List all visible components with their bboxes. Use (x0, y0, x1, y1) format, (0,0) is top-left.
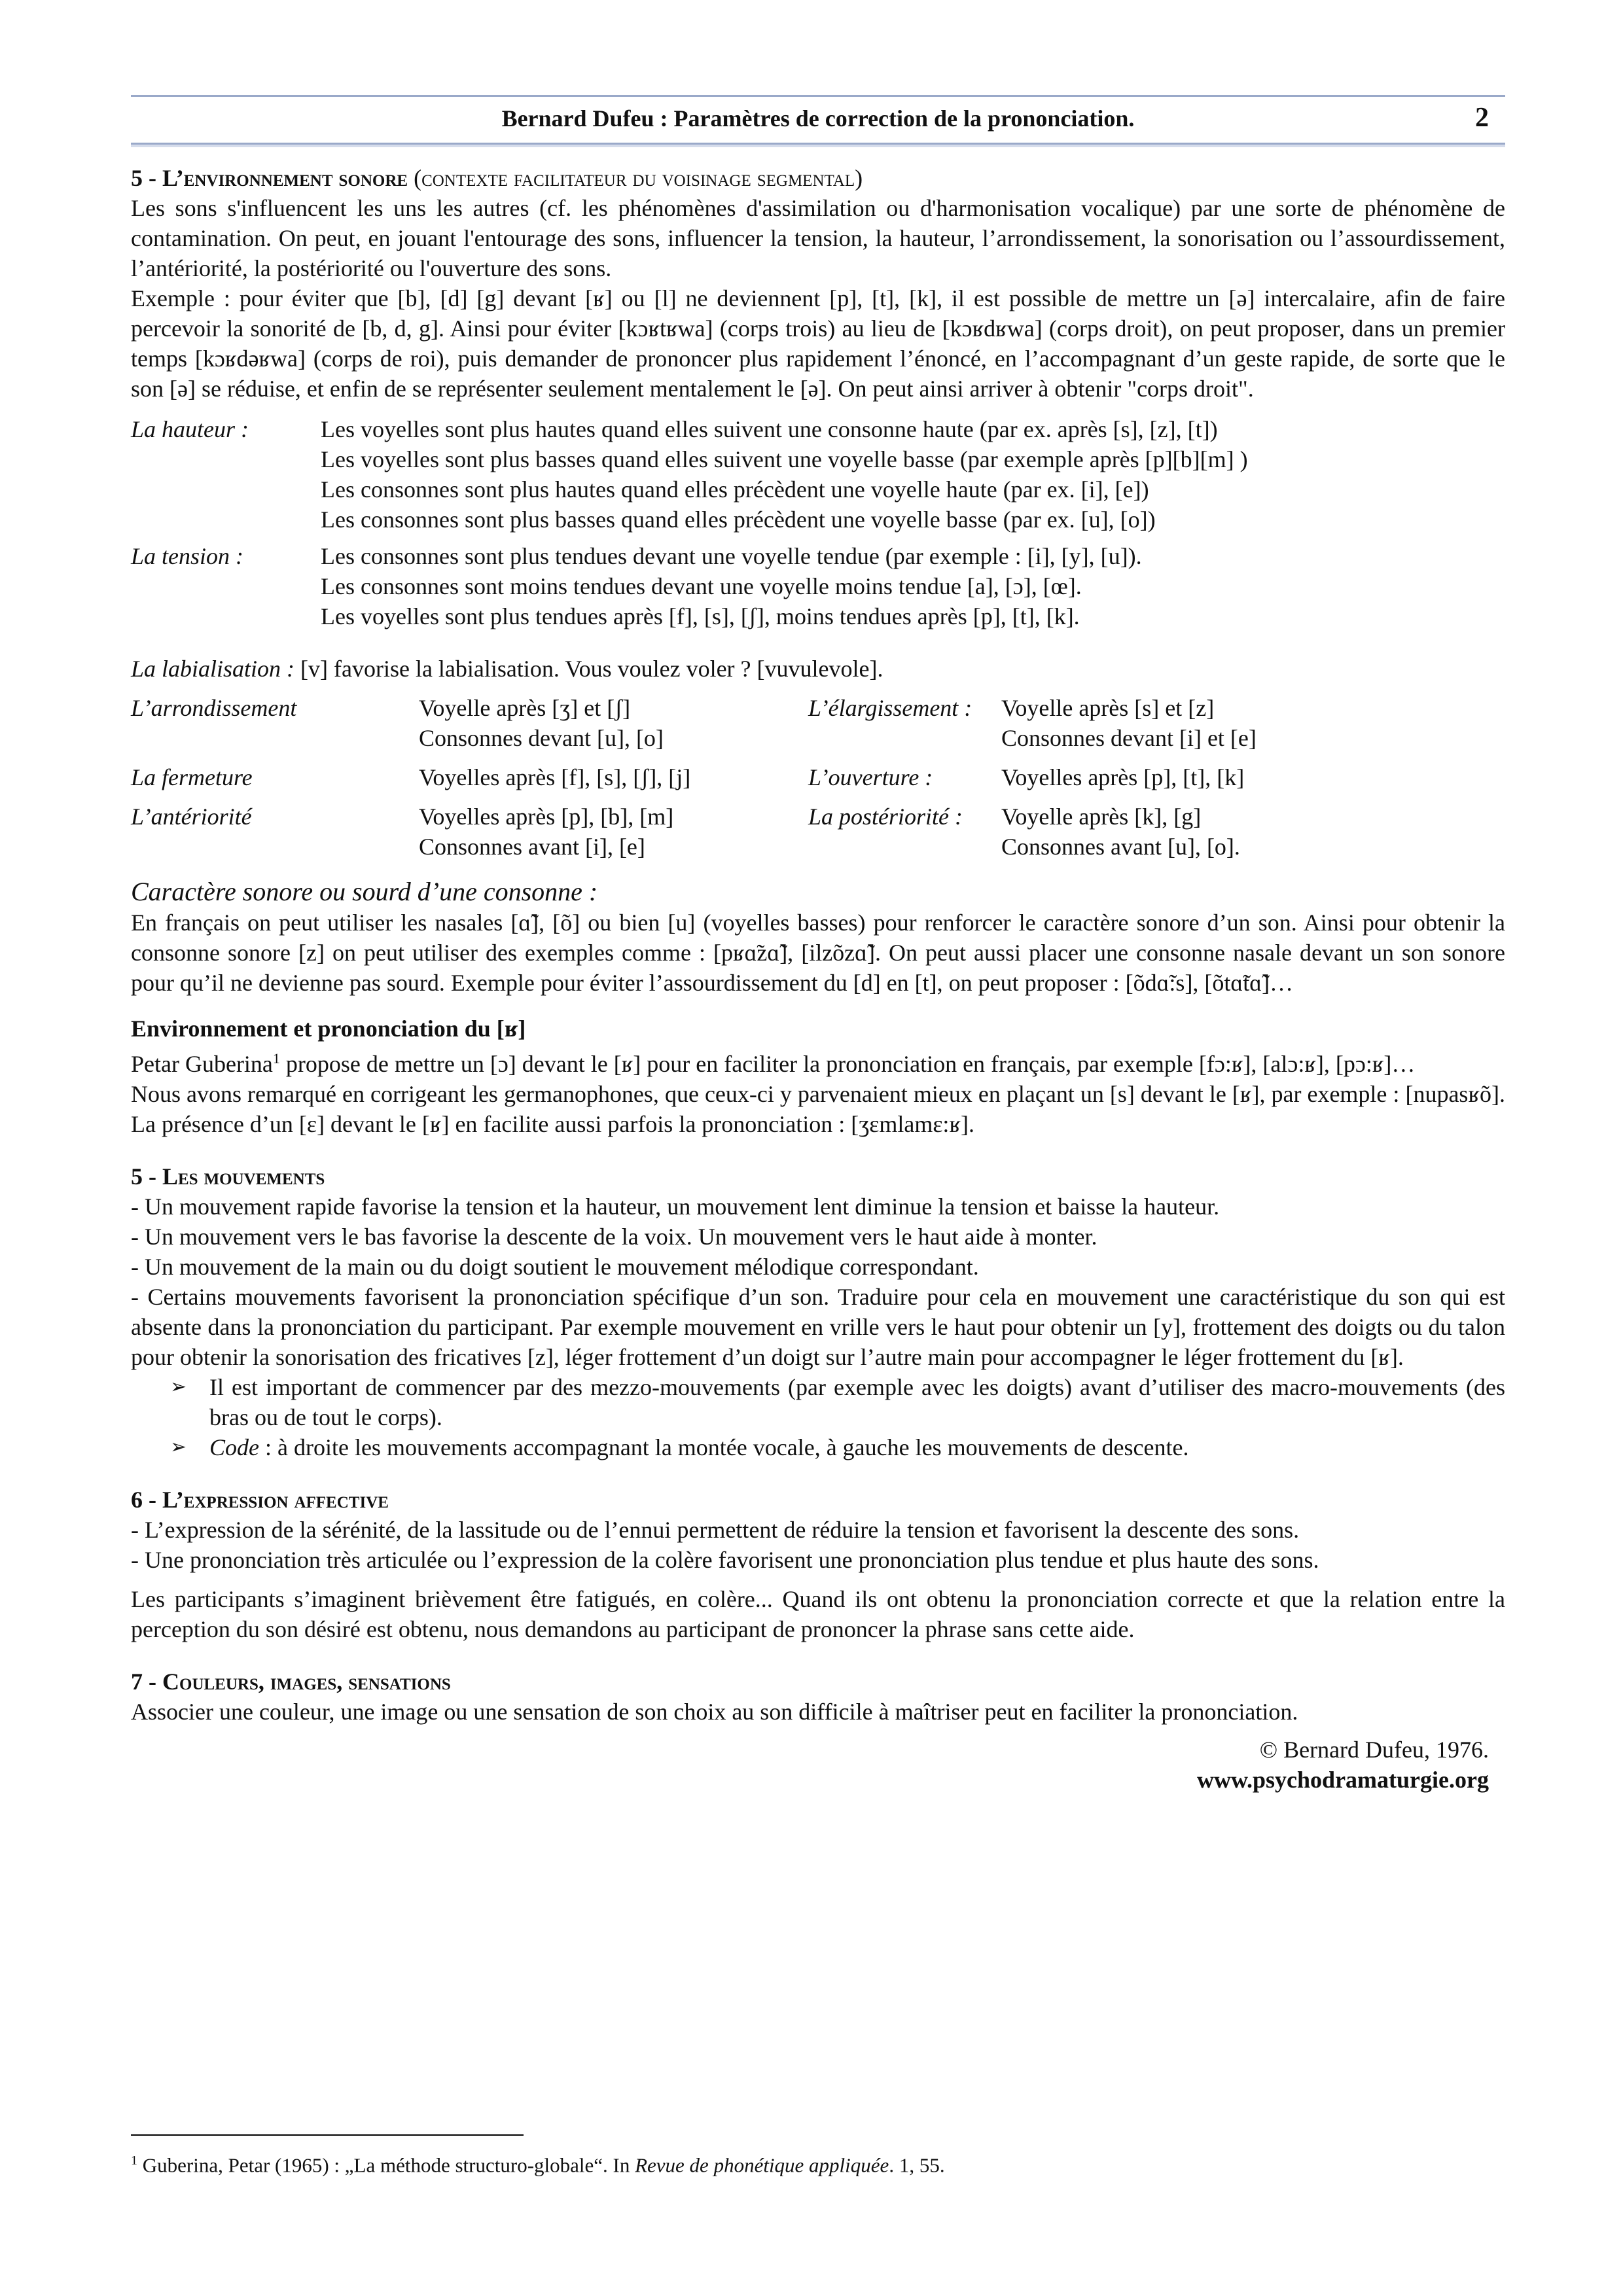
list-item: - L’expression de la sérénité, de la lassitude ou de l’ennui permettent de réduire la tension et favorisent la descente des sons. (131, 1517, 1300, 1543)
grid-cell: Voyelle après [s] et [z] (1001, 695, 1215, 721)
footnote: $^1$ Guberina, Petar (1965) : „La méthode structuro-globale“. In Revue de phonétique appliquée. 1, 55. (131, 2153, 945, 2177)
page-header (131, 95, 1505, 145)
hauteur-line: Les consonnes sont plus hautes quand elles précèdent une voyelle haute (par ex. [i], [e]) (321, 476, 1149, 503)
hauteur-line: Les voyelles sont plus hautes quand elles suivent une consonne haute (par ex. après [s], [z], [t]) (321, 416, 1218, 442)
anteriorite-label: L’antériorité (131, 804, 252, 830)
tension-block (131, 541, 1505, 631)
list-item: - Certains mouvements favorisent la prononciation spécifique d’un son. Traduire pour cela en mouvement une caractéristique du son qui est absente dans la prononciation du participant. Par exemple mouvement en vrille vers le haut pour obtenir un [y], frottement des doigts ou du talon pour obtenir la sonorisation des fricatives [z], léger frottement d’un doigt sur l’autre main pour accompagner le léger frottement du [ʁ]. (131, 1284, 1505, 1370)
hauteur-block (131, 414, 1505, 535)
articulation-grid (131, 693, 1505, 753)
section-title: Les mouvements (162, 1163, 325, 1190)
tension-line: Les consonnes sont moins tendues devant une voyelle moins tendue [a], [ɔ], [œ]. (321, 573, 1082, 599)
grid-cell: Voyelles après [p], [t], [k] (1001, 764, 1245, 790)
section-number: 5 - (131, 165, 162, 191)
arrow-bullet-icon: ➢ (170, 1376, 187, 1398)
paragraph: Exemple : pour éviter que [b], [d] [g] devant [ʁ] ou [l] ne deviennent [p], [t], [k], il est possible de mettre un [ə] intercalaire, afin de faire percevoir la sonorité de [b, d, g]. Ainsi pour éviter [kɔʁtʁwa] (corps trois) au lieu de [kɔʁdʁwa] (corps droit), on peut proposer, dans un premier temps [kɔʁdəʁwa] (corps de roi), puis demander de prononcer plus rapidement l’énoncé, en l’accompagnant d’un geste rapide, de sorte que le son [ə] se réduise, et enfin de se représenter seulement mentalement le [ə]. On peut ainsi arriver à obtenir "corps droit". (131, 285, 1505, 402)
paragraph: Les participants s’imaginent brièvement être fatigués, en colère... Quand ils ont obtenu la prononciation correcte et que la relation entre la perception du son désiré est obtenu, nous demandons au participant de prononcer la phrase sans cette aide. (131, 1586, 1505, 1642)
hauteur-line: Les voyelles sont plus basses quand elles suivent une voyelle basse (par exemple après [p][b][m] ) (321, 446, 1248, 472)
ouverture-label: L’ouverture : (808, 764, 933, 790)
bullet-text: Code : à droite les mouvements accompagnant la montée vocale, à gauche les mouvements de descente. (209, 1434, 1189, 1460)
section-subtitle: (contexte facilitateur du voisinage segmental) (414, 165, 863, 191)
header-title: Bernard Dufeu : Paramètres de correction de la prononciation. (501, 105, 1135, 132)
grid-cell: Voyelle après [k], [g] (1001, 804, 1202, 830)
section-number: 5 - (131, 1163, 162, 1190)
list-item: - Un mouvement de la main ou du doigt soutient le mouvement mélodique correspondant. (131, 1254, 979, 1280)
elargissement-label: L’élargissement : (808, 695, 972, 721)
posteriorite-label: La postériorité : (808, 804, 963, 830)
articulation-grid (131, 802, 1505, 862)
articulation-grid (131, 762, 1505, 792)
labialisation-line (131, 654, 1505, 684)
page-content (131, 95, 1505, 1795)
footnote-ref: 1 (272, 1050, 280, 1067)
fermeture-label: La fermeture (131, 764, 253, 790)
arrondissement-label: L’arrondissement (131, 695, 297, 721)
section-5a-heading (131, 163, 1505, 193)
hauteur-line: Les consonnes sont plus basses quand elles précèdent une voyelle basse (par ex. [u], [o]) (321, 506, 1156, 533)
list-item: - Un mouvement vers le bas favorise la descente de la voix. Un mouvement vers le haut aide à monter. (131, 1224, 1097, 1250)
section-title: L’environnement sonore (162, 165, 408, 191)
caractere-title: Caractère sonore ou sourd d’une consonne : (131, 877, 598, 906)
grid-cell: Voyelles après [p], [b], [m] (419, 804, 674, 830)
website-link[interactable]: www.psychodramaturgie.org (1197, 1767, 1489, 1793)
environnement-r-title: Environnement et prononciation du [ʁ] (131, 1016, 526, 1042)
bullet-item (131, 1432, 1505, 1462)
paragraph: Associer une couleur, une image ou une sensation de son choix au son difficile à maîtriser peut en faciliter la prononciation. (131, 1699, 1298, 1725)
bullet-text: Il est important de commencer par des mezzo-mouvements (par exemple avec les doigts) avant d’utiliser des macro-mouvements (des bras ou de tout le corps). (209, 1374, 1505, 1430)
section-7-heading (131, 1667, 1505, 1697)
paragraph: En français on peut utiliser les nasales [ɑ̃], [õ] ou bien [u] (voyelles basses) pour renforcer le caractère sonore d’un son. Ainsi pour obtenir la consonne sonore [z] on peut utiliser des exemples comme : [pʁɑ̃zɑ̃], [ilzõzɑ̃]. On peut aussi placer une consonne nasale devant un son sonore pour qu’il ne devienne pas sourd. Exemple pour éviter l’assourdissement du [d] en [t], on peut proposer : [õdɑ̃:s], [õtɑ̃tɑ̃]… (131, 910, 1505, 996)
grid-cell: Consonnes avant [i], [e] (419, 834, 645, 860)
list-item: - Une prononciation très articulée ou l’expression de la colère favorisent une prononciation plus tendue et plus haute des sons. (131, 1547, 1319, 1573)
grid-cell: Voyelles après [f], [s], [ʃ], [j] (419, 764, 691, 790)
grid-cell: Voyelle après [ʒ] et [ʃ] (419, 695, 631, 721)
tension-line: Les consonnes sont plus tendues devant une voyelle tendue (par exemple : [i], [y], [u]). (321, 543, 1142, 569)
section-title: L’expression affective (162, 1487, 389, 1513)
section-title: Couleurs, images, sensations (162, 1669, 451, 1695)
tension-label: La tension : (131, 543, 244, 569)
list-item: - Un mouvement rapide favorise la tension et la hauteur, un mouvement lent diminue la tension et baisse la hauteur. (131, 1193, 1220, 1220)
footnote-divider (131, 2134, 524, 2136)
paragraph: Petar Guberina$^1$ propose de mettre un [ɔ] devant le [ʁ] pour en faciliter la prononciation en français, par exemple [fɔ:ʁ], [alɔ:ʁ], [pɔ:ʁ]… (131, 1050, 1416, 1077)
hauteur-label: La hauteur : (131, 416, 249, 442)
copyright: © Bernard Dufeu, 1976. (1259, 1737, 1489, 1763)
grid-cell: Consonnes devant [u], [o] (419, 725, 664, 751)
labialisation-text: [v] favorise la labialisation. Vous voulez voler ? [vuvulevole]. (300, 656, 883, 682)
section-6-heading (131, 1485, 1505, 1515)
page-number: 2 (1475, 103, 1489, 133)
section-number: 6 - (131, 1487, 162, 1513)
section-number: 7 - (131, 1669, 162, 1695)
paragraph: Nous avons remarqué en corrigeant les germanophones, que ceux-ci y parvenaient mieux en plaçant un [s] devant le [ʁ], par exemple : [nupasʁõ]. La présence d’un [ɛ] devant le [ʁ] en facilite aussi parfois la prononciation : [ʒɛmlamɛ:ʁ]. (131, 1081, 1505, 1137)
bullet-item (131, 1372, 1505, 1432)
grid-cell: Consonnes avant [u], [o]. (1001, 834, 1240, 860)
tension-line: Les voyelles sont plus tendues après [f], [s], [ʃ], moins tendues après [p], [t], [k]. (321, 603, 1080, 629)
arrow-bullet-icon: ➢ (170, 1436, 187, 1458)
paragraph: Les sons s'influencent les uns les autres (cf. les phénomènes d'assimilation ou d'harmonisation vocalique) par une sorte de phénomène de contamination. On peut, en jouant l'entourage des sons, influencer la tension, la hauteur, l’arrondissement, la sonorisation ou l’assourdissement, l’antériorité, la postériorité ou l'ouverture des sons. (131, 195, 1505, 281)
section-5b-heading (131, 1161, 1505, 1192)
labialisation-label: La labialisation : (131, 656, 295, 682)
grid-cell: Consonnes devant [i] et [e] (1001, 725, 1257, 751)
